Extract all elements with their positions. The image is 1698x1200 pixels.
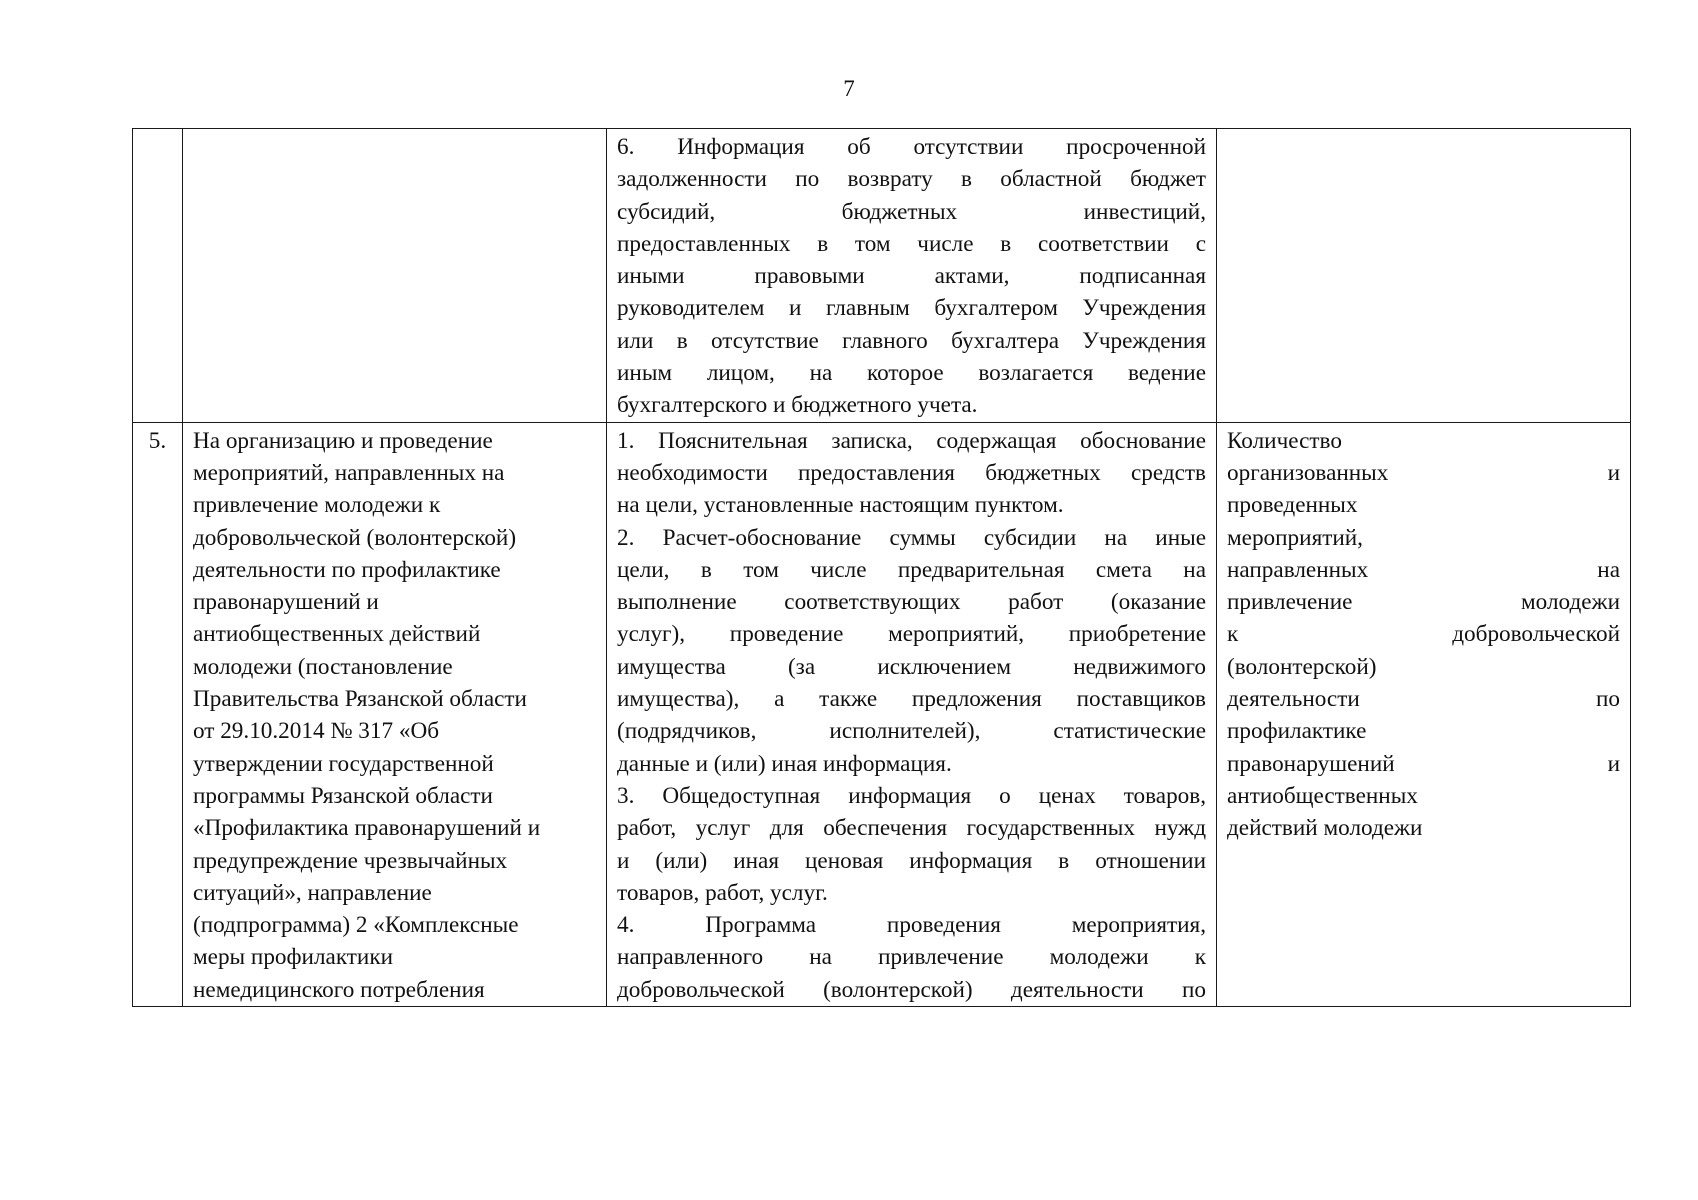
text-line: предоставленных в том числе в соответствии с: [617, 230, 1206, 257]
documents-cell: [607, 422, 1217, 1006]
indicator-cell: [1217, 129, 1631, 423]
text-line: программы Рязанской области: [193, 782, 493, 809]
purpose-cell: [183, 129, 607, 423]
text-line: иным лицом, на которое возлагается ведение: [617, 360, 1206, 387]
text-line: утверждении государственной: [193, 750, 494, 777]
text-line: правонарушений и: [1227, 750, 1620, 777]
text-line: (подрядчиков, исполнителей), статистические: [617, 718, 1206, 745]
text-line: добровольческой (волонтерской): [193, 524, 517, 551]
text-line: мероприятий, направленных на: [193, 459, 505, 486]
table-row-continued: [133, 129, 1631, 423]
text-line: направленного на привлечение молодежи к: [617, 944, 1206, 971]
text-line: Правительства Рязанской области: [193, 686, 527, 713]
text-line: задолженности по возврату в областной бюджет: [617, 166, 1206, 193]
text-line: антиобщественных: [1227, 782, 1418, 809]
text-line: профилактике: [1227, 718, 1367, 745]
text-line: меры профилактики: [193, 944, 394, 971]
table-row-5: [133, 422, 1631, 1006]
text-line: данные и (или) иная информация.: [617, 750, 952, 777]
text-line: выполнение соответствующих работ (оказание: [617, 589, 1206, 616]
text-line: немедицинского потребления: [193, 976, 485, 1003]
row-number-cell: 5.: [133, 422, 183, 1006]
text-line: мероприятий,: [1227, 524, 1363, 551]
text-line: привлечение молодежи к: [193, 492, 441, 519]
document-table: [132, 128, 1631, 1007]
text-line: на цели, установленные настоящим пунктом.: [617, 492, 1064, 519]
text-line: руководителем и главным бухгалтером Учреждения: [617, 295, 1206, 322]
text-line: от 29.10.2014 № 317 «Об: [193, 718, 439, 745]
text-line: субсидий, бюджетных инвестиций,: [617, 198, 1206, 225]
text-line: имущества), а также предложения поставщиков: [617, 686, 1206, 713]
text-line: организованных и: [1227, 459, 1620, 486]
text-line: проведенных: [1227, 492, 1358, 519]
text-line: направленных на: [1227, 556, 1620, 583]
text-line: услуг), проведение мероприятий, приобретение: [617, 621, 1206, 648]
text-line: и (или) иная ценовая информация в отношении: [617, 847, 1206, 874]
documents-text: [617, 131, 1206, 422]
text-line: имущества (за исключением недвижимого: [617, 653, 1206, 680]
text-line: необходимости предоставления бюджетных средств: [617, 459, 1206, 486]
indicator-text: [1227, 425, 1620, 845]
text-line: деятельности по: [1227, 686, 1620, 713]
text-line: «Профилактика правонарушений и: [193, 815, 541, 842]
indicator-cell: [1217, 422, 1631, 1006]
text-line: товаров, работ, услуг.: [617, 879, 828, 906]
text-line: бухгалтерского и бюджетного учета.: [617, 392, 978, 419]
text-line: 3. Общедоступная информация о ценах товаров,: [617, 782, 1206, 809]
text-line: добровольческой (волонтерской) деятельности по: [617, 976, 1206, 1003]
purpose-text: [193, 425, 596, 1006]
text-line: работ, услуг для обеспечения государственных нужд: [617, 815, 1206, 842]
text-line: ситуаций», направление: [193, 879, 432, 906]
text-line: цели, в том числе предварительная смета на: [617, 556, 1206, 583]
text-line: На организацию и проведение: [193, 427, 493, 454]
text-line: привлечение молодежи: [1227, 589, 1620, 616]
text-line: деятельности по профилактике: [193, 556, 501, 583]
text-line: молодежи (постановление: [193, 653, 453, 680]
text-line: действий молодежи: [1227, 815, 1423, 842]
text-line: иными правовыми актами, подписанная: [617, 263, 1206, 290]
text-line: 6. Информация об отсутствии просроченной: [617, 134, 1206, 160]
page-number: 7: [843, 76, 855, 101]
text-line: 1. Пояснительная записка, содержащая обоснование: [617, 427, 1206, 454]
text-line: (волонтерской): [1227, 653, 1377, 680]
text-line: антиобщественных действий: [193, 621, 481, 648]
text-line: Количество: [1227, 427, 1342, 454]
text-line: 4. Программа проведения мероприятия,: [617, 912, 1206, 939]
text-line: или в отсутствие главного бухгалтера Учреждения: [617, 327, 1206, 354]
text-line: правонарушений и: [193, 589, 379, 616]
text-line: к добровольческой: [1227, 621, 1620, 648]
documents-cell: [607, 129, 1217, 423]
documents-text: [617, 425, 1206, 1006]
purpose-cell: [183, 422, 607, 1006]
row-number-cell: [133, 129, 183, 423]
text-line: предупреждение чрезвычайных: [193, 847, 508, 874]
text-line: 2. Расчет-обоснование суммы субсидии на иные: [617, 524, 1206, 551]
text-line: (подпрограмма) 2 «Комплексные: [193, 912, 519, 939]
